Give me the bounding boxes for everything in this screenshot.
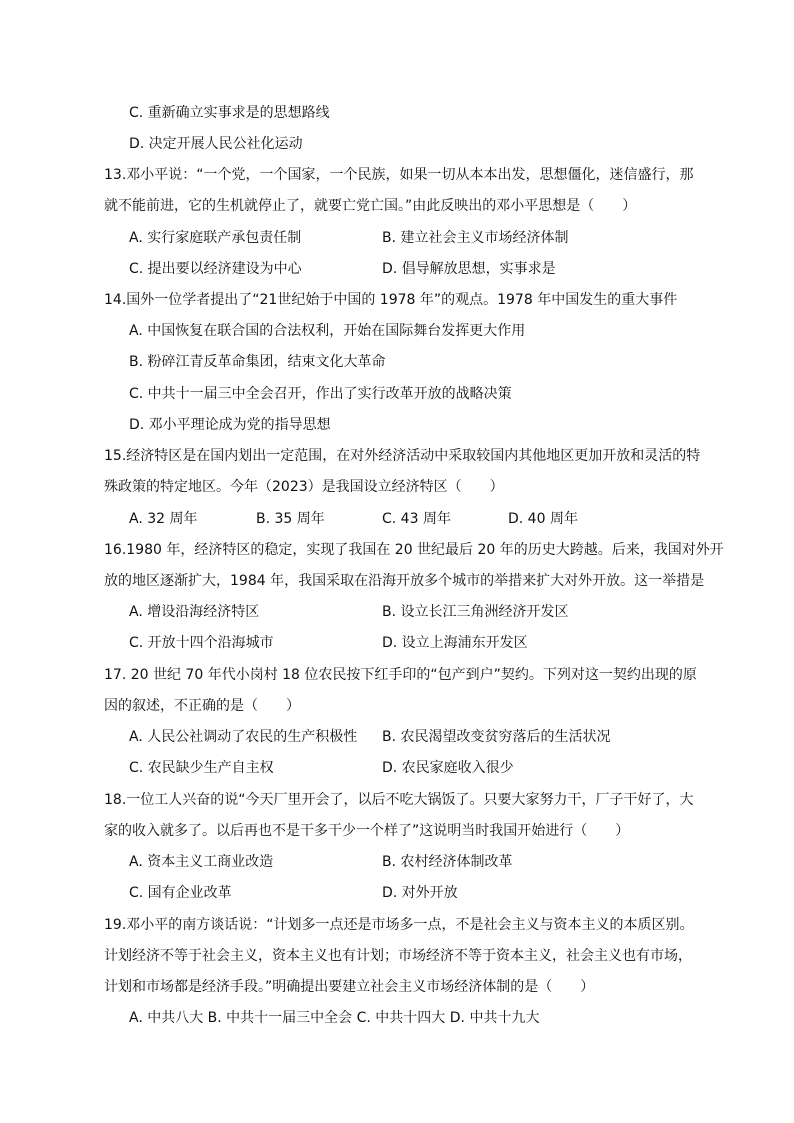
q12-option-d: D. 决定开展人民公社化运动	[129, 136, 303, 152]
q13-option-b: B. 建立社会主义市场经济体制	[382, 230, 569, 246]
q18-option-a: A. 资本主义工商业改造	[129, 854, 274, 870]
q17-option-a: A. 人民公社调动了农民的生产积极性	[129, 729, 358, 745]
q13-option-d: D. 倡导解放思想，实事求是	[382, 261, 556, 277]
q16-option-d: D. 设立上海浦东开发区	[382, 635, 528, 651]
q17-option-c: C. 农民缺少生产自主权	[129, 760, 274, 776]
q14-stem-line1: 14.国外一位学者提出了“21世纪始于中国的 1978 年”的观点。1978 年中国发生的重大事件	[104, 292, 678, 308]
q13-stem-line1: 13.邓小平说：“一个党，一个国家，一个民族，如果一切从本本出发，思想僵化，迷信盛行，那	[104, 167, 694, 183]
q13-option-c: C. 提出要以经济建设为中心	[129, 261, 302, 277]
q14-option-a: A. 中国恢复在联合国的合法权利，开始在国际舞台发挥更大作用	[129, 323, 526, 339]
q19-stem-line2: 计划经济不等于社会主义，资本主义也有计划；市场经济不等于资本主义，社会主义也有市场，	[104, 948, 692, 964]
q18-option-c: C. 国有企业改革	[129, 885, 232, 901]
q15-option-d: D. 40 周年	[508, 511, 578, 527]
q14-option-c: C. 中共十一届三中全会召开，作出了实行改革开放的战略决策	[129, 386, 512, 402]
q15-option-c: C. 43 周年	[382, 511, 451, 527]
q16-option-c: C. 开放十四个沿海城市	[129, 635, 274, 651]
q17-option-b: B. 农民渴望改变贫穷落后的生活状况	[382, 729, 611, 745]
q17-option-d: D. 农民家庭收入很少	[382, 760, 514, 776]
q13-option-a: A. 实行家庭联产承包责任制	[129, 230, 302, 246]
q16-option-b: B. 设立长江三角洲经济开发区	[382, 604, 569, 620]
q17-stem-line1: 17. 20 世纪 70 年代小岗村 18 位农民按下红手印的“包产到户”契约。下列对这一契约出现的原	[104, 667, 697, 683]
q15-option-b: B. 35 周年	[256, 511, 325, 527]
q16-stem-line2: 放的地区逐渐扩大，1984 年，我国采取在沿海开放多个城市的举措来扩大对外开放。这一举措是	[104, 573, 705, 589]
q16-option-a: A. 增设沿海经济特区	[129, 604, 260, 620]
q13-stem-line2: 就不能前进，它的生机就停止了，就要亡党亡国。”由此反映出的邓小平思想是（ ）	[104, 198, 637, 214]
q18-stem-line2: 家的收入就多了。以后再也不是干多干少一个样了”这说明当时我国开始进行（ ）	[104, 823, 630, 839]
q18-stem-line1: 18.一位工人兴奋的说“今天厂里开会了，以后不吃大锅饭了。只要大家努力干，厂子干好了，大	[104, 792, 694, 808]
q19-options: A. 中共八大 B. 中共十一届三中全会 C. 中共十四大 D. 中共十九大	[129, 1010, 540, 1026]
q19-stem-line3: 计划和市场都是经济手段。”明确提出要建立社会主义市场经济体制的是（ ）	[104, 979, 595, 995]
q16-stem-line1: 16.1980 年，经济特区的稳定，实现了我国在 20 世纪最后 20 年的历史大跨越。后来，我国对外开	[104, 542, 724, 558]
q15-stem-line2: 殊政策的特定地区。今年（2023）是我国设立经济特区（ ）	[104, 479, 504, 495]
q14-option-b: B. 粉碎江青反革命集团，结束文化大革命	[129, 354, 386, 370]
q14-option-d: D. 邓小平理论成为党的指导思想	[129, 417, 331, 433]
q12-option-c: C. 重新确立实事求是的思想路线	[129, 105, 330, 121]
q18-option-d: D. 对外开放	[382, 885, 458, 901]
q15-stem-line1: 15.经济特区是在国内划出一定范围，在对外经济活动中采取较国内其他地区更加开放和灵活的特	[104, 448, 701, 464]
q19-stem-line1: 19.邓小平的南方谈话说：“计划多一点还是市场多一点，不是社会主义与资本主义的本质区别。	[104, 917, 694, 933]
q18-option-b: B. 农村经济体制改革	[382, 854, 513, 870]
q17-stem-line2: 因的叙述，不正确的是（ ）	[104, 698, 300, 714]
q15-option-a: A. 32 周年	[129, 511, 198, 527]
